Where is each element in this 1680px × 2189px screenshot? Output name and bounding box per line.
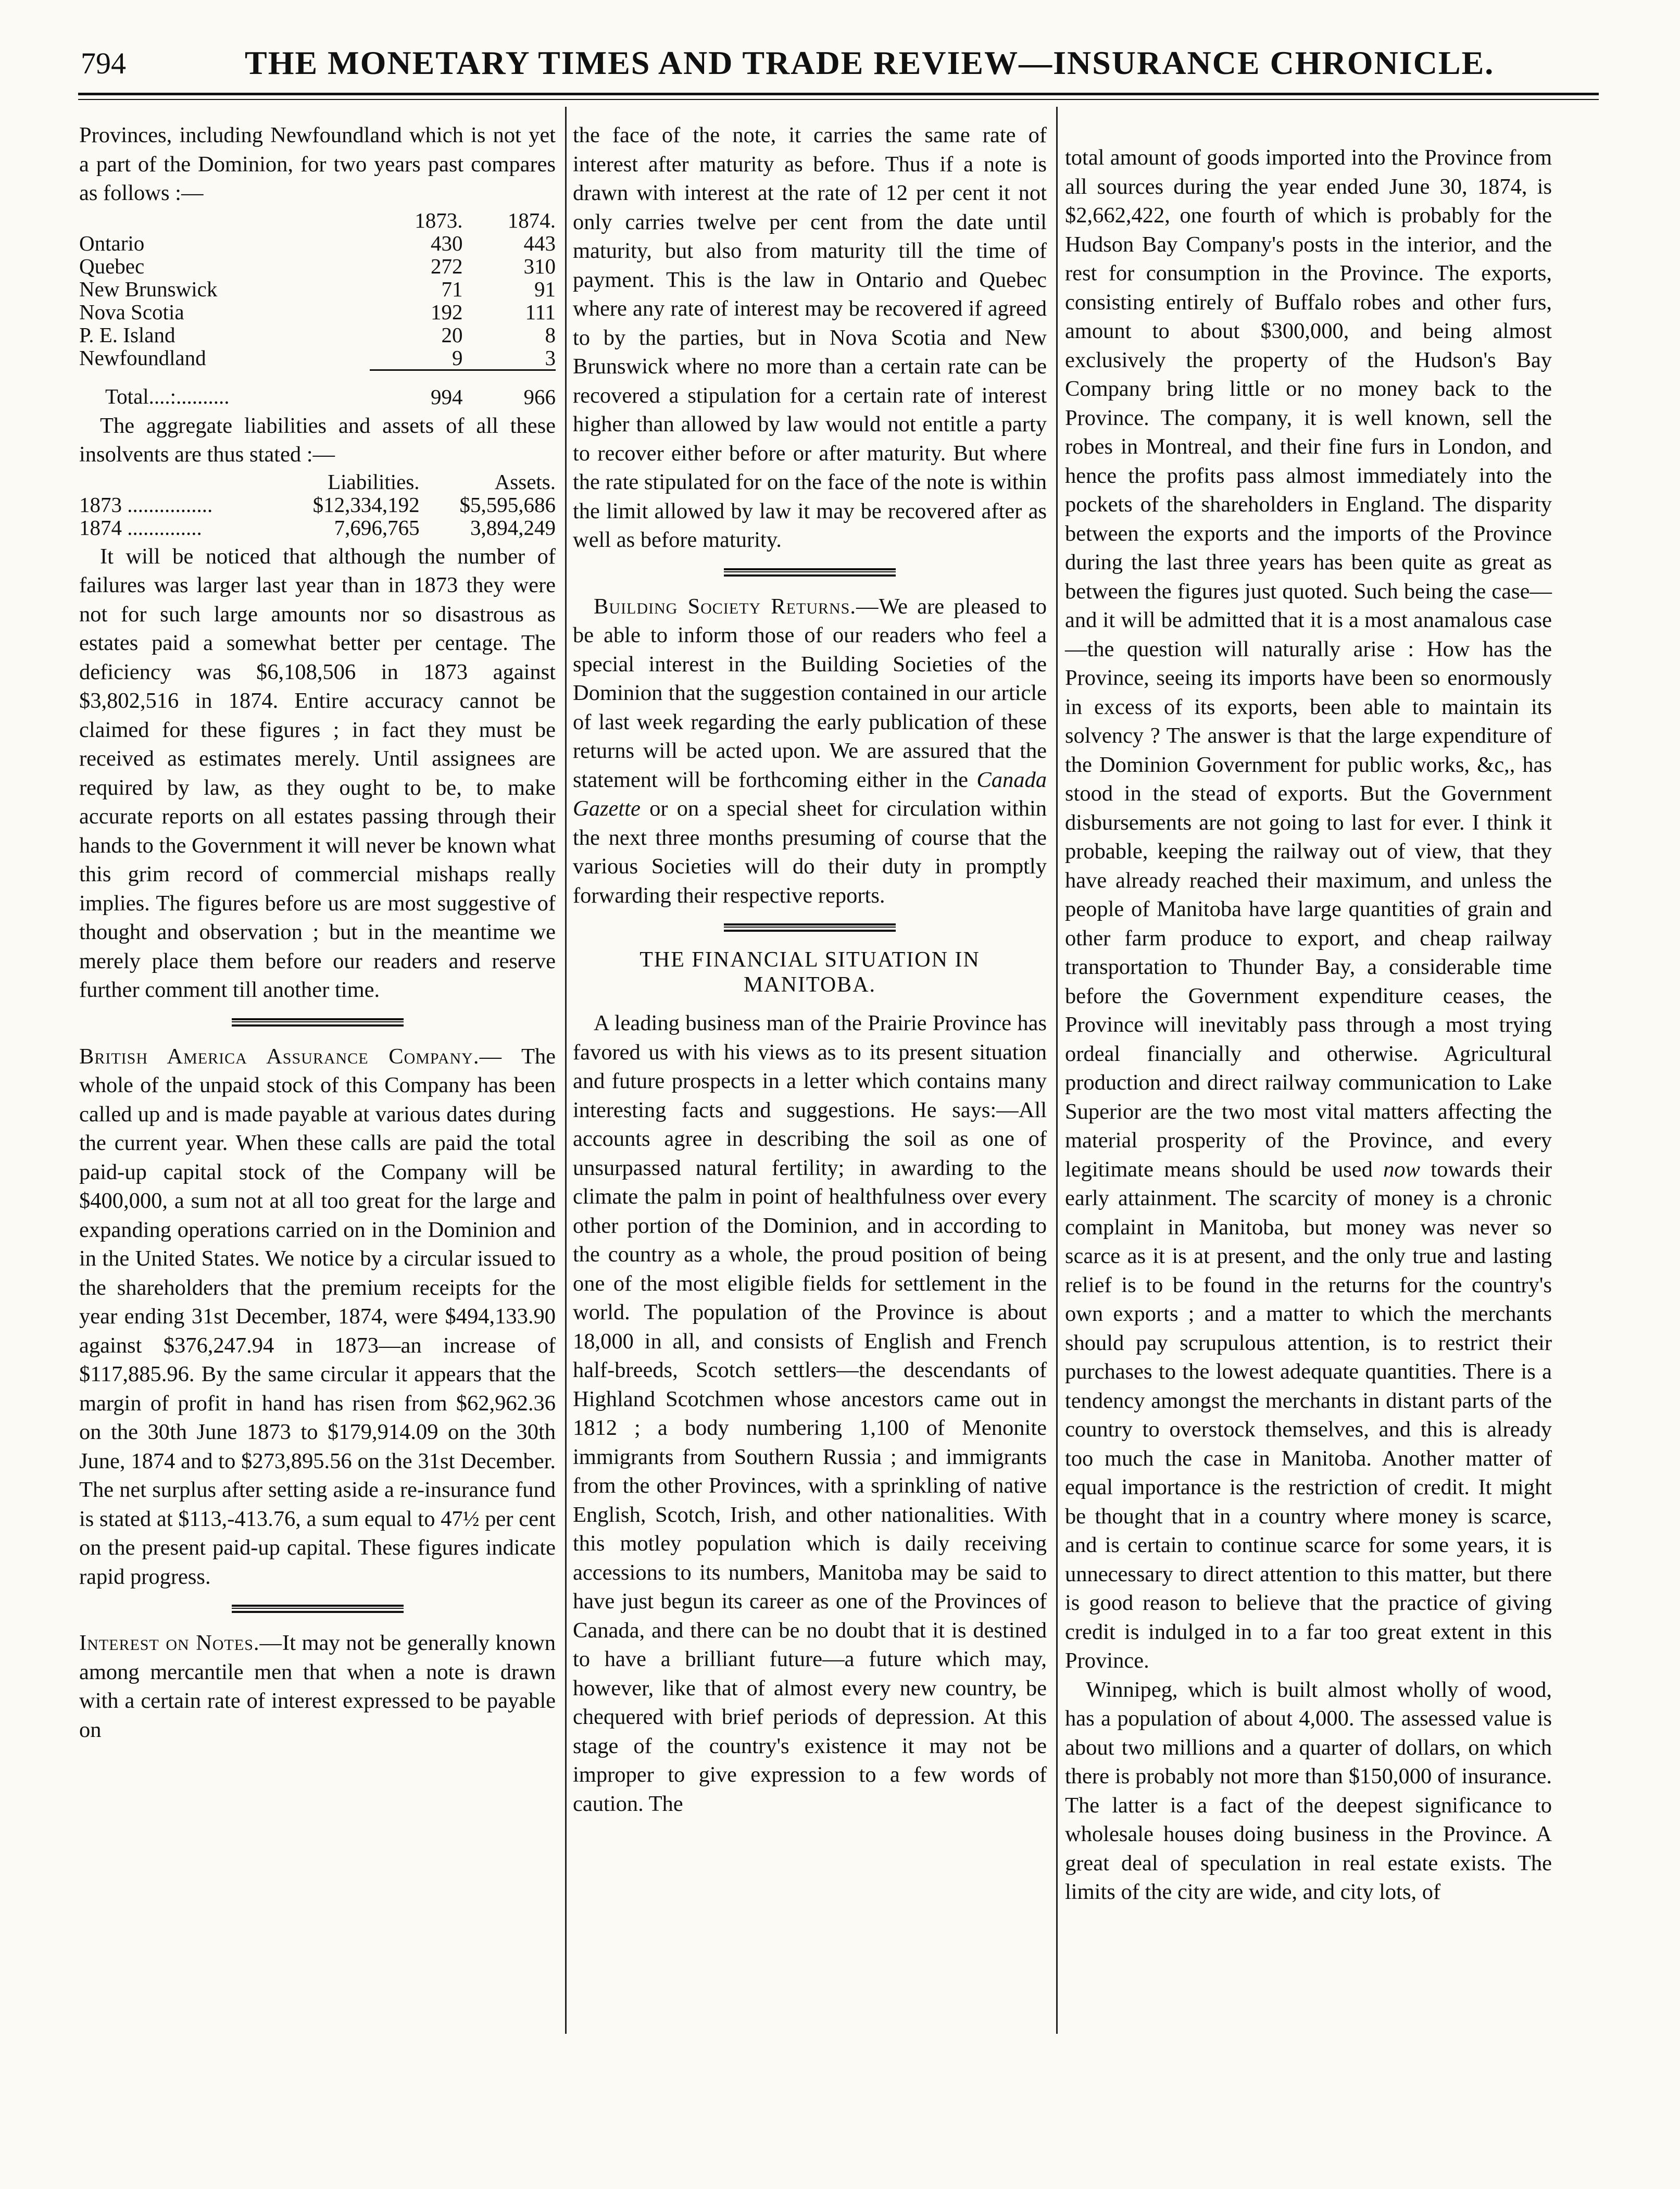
aggregate-intro: The aggregate liabilities and assets of all these insolvents are thus stated :— bbox=[79, 413, 556, 467]
emphasis-now: now bbox=[1383, 1157, 1421, 1182]
building-society-text-end: or on a special sheet for circulation within the next three months presuming of course that the various Societies will do their duty in promptly forwarding their respective reports. bbox=[573, 796, 1047, 908]
value-1874: 8 bbox=[545, 322, 556, 347]
building-society-title: Building Society Returns.— bbox=[594, 594, 879, 619]
british-america-title: British America Assurance Company.— bbox=[79, 1044, 502, 1069]
page-header bbox=[73, 36, 1604, 94]
building-society-text: We are pleased to be able to inform those of our readers who feel a special interest in the Building Societies of the Dominion that the suggestion contained in our article of last week regarding the early publication of these returns will be acted upon. We are assured that the statement will be forthcoming either in the bbox=[573, 594, 1047, 792]
province-name: P. E. Island bbox=[79, 322, 175, 347]
winnipeg-paragraph: Winnipeg, which is built almost wholly of wood, has a population of about 4,000. The assessed value is about two millions and a quarter of dollars, on which there is probably not more than $150,000 of insurance. The latter is a fact of the deepest significance to wholesale houses doing business in the Province. A great deal of speculation in real estate exists. The limits of the city are wide, and city lots, of bbox=[1065, 1677, 1552, 1904]
manitoba-text-end: towards their early attainment. The scarcity of money is a chronic complaint in Manitoba, but money was never so scarce as it is at present, and the only true and lasting relief is to be found in the returns for the country's own exports ; and a matter to which the merchants should pay scrupulous attention, is to restrict their purchases to the lowest adequate quantities. There is a tendency amongst the merchants in distant parts of the country to overstock themselves, and this is already too much the case in Manitoba. Another matter of equal importance is the restriction of credit. It might be thought that in a country where money is scarce, and is certain to continue scarce for some years, it is unnecessary to direct attention to this matter, but there is good reason to believe that the practice of giving credit is indulged in to a far too great extent in this Province. bbox=[1065, 1157, 1552, 1673]
interest-notes-title: Interest on Notes.— bbox=[79, 1631, 283, 1655]
column-3 bbox=[1065, 143, 1552, 1907]
interest-notes-text: It may not be generally known among mercantile men that when a note is drawn with a certain rate of interest expressed to be payable on bbox=[79, 1631, 556, 1742]
year-label: 1874 .............. bbox=[79, 515, 202, 540]
interest-notes-paragraph bbox=[79, 1629, 556, 1744]
col-header-assets: Assets. bbox=[494, 469, 556, 494]
table-row bbox=[79, 346, 556, 370]
province-name: Ontario bbox=[79, 231, 145, 255]
value-1873: 71 bbox=[441, 277, 463, 301]
total-label: Total....:.......... bbox=[105, 384, 230, 408]
liabilities-value: $12,334,192 bbox=[312, 492, 420, 517]
col-header-1874: 1874. bbox=[507, 208, 556, 232]
province-name: New Brunswick bbox=[79, 277, 218, 301]
section-divider bbox=[232, 1018, 404, 1027]
table-row bbox=[79, 323, 556, 346]
interest-notes-continued: the face of the note, it carries the same rate of interest after maturity as before. Thus if a note is drawn with interest at the rate of 12 per cent it not only carries twelve per cent from the date until maturity, but also from maturity till the time of payment. This is the law in Ontario and Quebec where any rate of interest may be recovered if agreed to by the parties, but in Nova Scotia and New Brunswick where no more than a certain rate can be recovered a stipulation for a certain rate of interest higher than allowed by law would not entitle a party to recover either before or after maturity. But where the rate stipulated for on the face of the note is within the limit allowed by law it may be recovered after as well as before maturity. bbox=[573, 123, 1047, 552]
building-society-paragraph bbox=[573, 592, 1047, 910]
value-1873: 20 bbox=[441, 322, 463, 347]
total-1873: 994 bbox=[370, 370, 462, 408]
value-1874: 3 bbox=[545, 345, 556, 370]
liabilities-value: 7,696,765 bbox=[334, 515, 420, 540]
table-row bbox=[79, 516, 556, 539]
column-rule-2 bbox=[1056, 107, 1058, 2034]
failures-paragraph: It will be noticed that although the number of failures was larger last year than in 1873 they were not for such large amounts nor so disastrous as estates paid a somewhat better per centage. The deficiency was $6,108,506 in 1873 against $3,802,516 in 1874. Entire accuracy cannot be claimed for these figures ; in fact they must be received as estimates merely. Until assignees are required by law, as they ought to be, to make accurate reports on all estates passing through their hands to the Government it will never be known what this grim record of commercial mishaps really implies. The figures before us are most suggestive of thought and observation ; but in the meantime we merely place them before our readers and reserve further comment till another time. bbox=[79, 544, 556, 1002]
section-divider bbox=[724, 923, 896, 932]
table-row bbox=[79, 255, 556, 278]
table-row bbox=[79, 301, 556, 323]
column-2 bbox=[573, 121, 1047, 1818]
value-1874: 111 bbox=[525, 299, 556, 324]
province-name: Quebec bbox=[79, 254, 145, 278]
column-1 bbox=[79, 121, 556, 1744]
section-divider bbox=[724, 568, 896, 577]
manitoba-paragraph: A leading business man of the Prairie Province has favored us with his views as to its present situation and future prospects in a letter which contains many interesting facts and suggestions. He says:—All accounts agree in describing the soil as one of unsurpassed natural fertility; in awarding to the climate the palm in point of healthfulness over every other portion of the Dominion, and in according to the country as a whole, the proud position of being one of the most eligible fields for settlement in the world. The population of the Province is about 18,000 in all, and consists of English and French half-breeds, Scotch settlers—the descendants of Highland Scotchmen whose ancestors came out in 1812 ; a body numbering 1,100 of Menonite immigrants from Southern Russia ; and immigrants from the other Provinces, with a sprinkling of native English, Scotch, Irish, and other nationalities. With this motley population which is daily receiving accessions to its numbers, Manitoba may be said to have just begun its career as one of the Provinces of Canada, and there can be no doubt that it is destined to have a brilliant future—a future which may, however, like that of almost every new country, be chequered with brief periods of depression. At this stage of the country's existence it may not be improper to give expression to a few words of caution. The bbox=[573, 1011, 1047, 1816]
value-1874: 310 bbox=[523, 254, 556, 278]
year-label: 1873 ................ bbox=[79, 492, 213, 517]
column-rule-1 bbox=[565, 107, 567, 2034]
section-divider bbox=[232, 1605, 404, 1613]
value-1873: 9 bbox=[452, 345, 463, 370]
liabilities-table bbox=[79, 470, 556, 539]
page-title: THE MONETARY TIMES AND TRADE REVIEW—INSURANCE CHRONICLE. bbox=[245, 44, 1495, 81]
page-number: 794 bbox=[81, 46, 126, 80]
total-1874: 966 bbox=[463, 370, 556, 408]
manitoba-text: total amount of goods imported into the Province from all sources during the year ended June 30, 1874, is $2,662,422, one fourth of which is probably for the Hudson Bay Company's posts in the interior, and the rest for consumption in the Province. The exports, consisting entirely of Buffalo robes and other furs, amount to about $300,000, and being almost exclusively the property of the Hudson's Bay Company bring little or no money back to the Province. The company, it is well known, sell the robes in Montreal, and their fine furs in London, and hence the profits pass almost immediately into the pockets of the shareholders in England. The disparity between the exports and the imports of the Province during the last three years has been quite as great as between the figures just quoted. Such being the case—and it will be admitted that it is a most anamalous case—the question will naturally arise : How has the Province, seeing its imports have been so enormously in excess of its exports, been able to maintain its solvency ? The answer is that the large expenditure of the Dominion Government for public works, &c,, has stood in the stead of exports. But the Government disbursements are not going to last for ever. I think it probable, keeping the railway out of view, that they have already reached their maximum, and unless the people of Manitoba have large quantities of grain and other farm produce to export, and cheap railway transportation to Thunder Bay, a considerable time before the Government expenditure ceases, the Province will inevitably pass through a most trying ordeal financially and otherwise. Agricultural production and direct railway communication to Lake Superior are the two most vital matters affecting the material prosperity of the Province, and every legitimate means should be used bbox=[1065, 145, 1552, 1182]
table-total-row bbox=[79, 370, 556, 408]
canada-gazette: Canada Gazette bbox=[573, 767, 1047, 821]
failures-table bbox=[79, 209, 556, 408]
manitoba-headline: THE FINANCIAL SITUATION IN MANITOBA. bbox=[640, 948, 980, 997]
value-1873: 272 bbox=[431, 254, 463, 278]
province-name: Newfoundland bbox=[79, 346, 206, 370]
table-row bbox=[79, 232, 556, 255]
assets-value: 3,894,249 bbox=[470, 515, 556, 540]
value-1874: 443 bbox=[523, 231, 556, 255]
col-header-liabilities: Liabilities. bbox=[328, 469, 420, 494]
province-name: Nova Scotia bbox=[79, 299, 184, 324]
table-row bbox=[79, 278, 556, 301]
value-1874: 91 bbox=[534, 277, 556, 301]
manitoba-continued bbox=[1065, 143, 1552, 1675]
value-1873: 192 bbox=[431, 299, 463, 324]
value-1873: 430 bbox=[431, 231, 463, 255]
header-rule-thick bbox=[78, 93, 1599, 95]
header-rule-thin bbox=[78, 99, 1599, 100]
col-header-1873: 1873. bbox=[415, 208, 463, 232]
insolvency-intro: Provinces, including Newfoundland which is not yet a part of the Dominion, for two years past compares as follows :— bbox=[79, 123, 556, 205]
british-america-paragraph bbox=[79, 1042, 556, 1592]
assets-value: $5,595,686 bbox=[459, 492, 556, 517]
british-america-text: The whole of the unpaid stock of this Company has been called up and is made payable at various dates during the current year. When these calls are paid the total paid-up capital stock of the Company will be $400,000, a sum not at all too great for the large and expanding operations carried on in the Dominion and in the United States. We notice by a circular issued to the shareholders that the premium receipts for the year ending 31st December, 1874, were $494,133.90 against $376,247.94 in 1873—an increase of $117,885.96. By the same circular it appears that the margin of profit in hand has risen from $62,962.36 on the 30th June 1873 to $179,914.09 on the 30th June, 1874 and to $273,895.56 on the 31st December. The net surplus after setting aside a re-insurance fund is stated at $113,-413.76, a sum equal to 47½ per cent on the present paid-up capital. These figures indicate rapid progress. bbox=[79, 1044, 556, 1589]
table-row bbox=[79, 493, 556, 516]
